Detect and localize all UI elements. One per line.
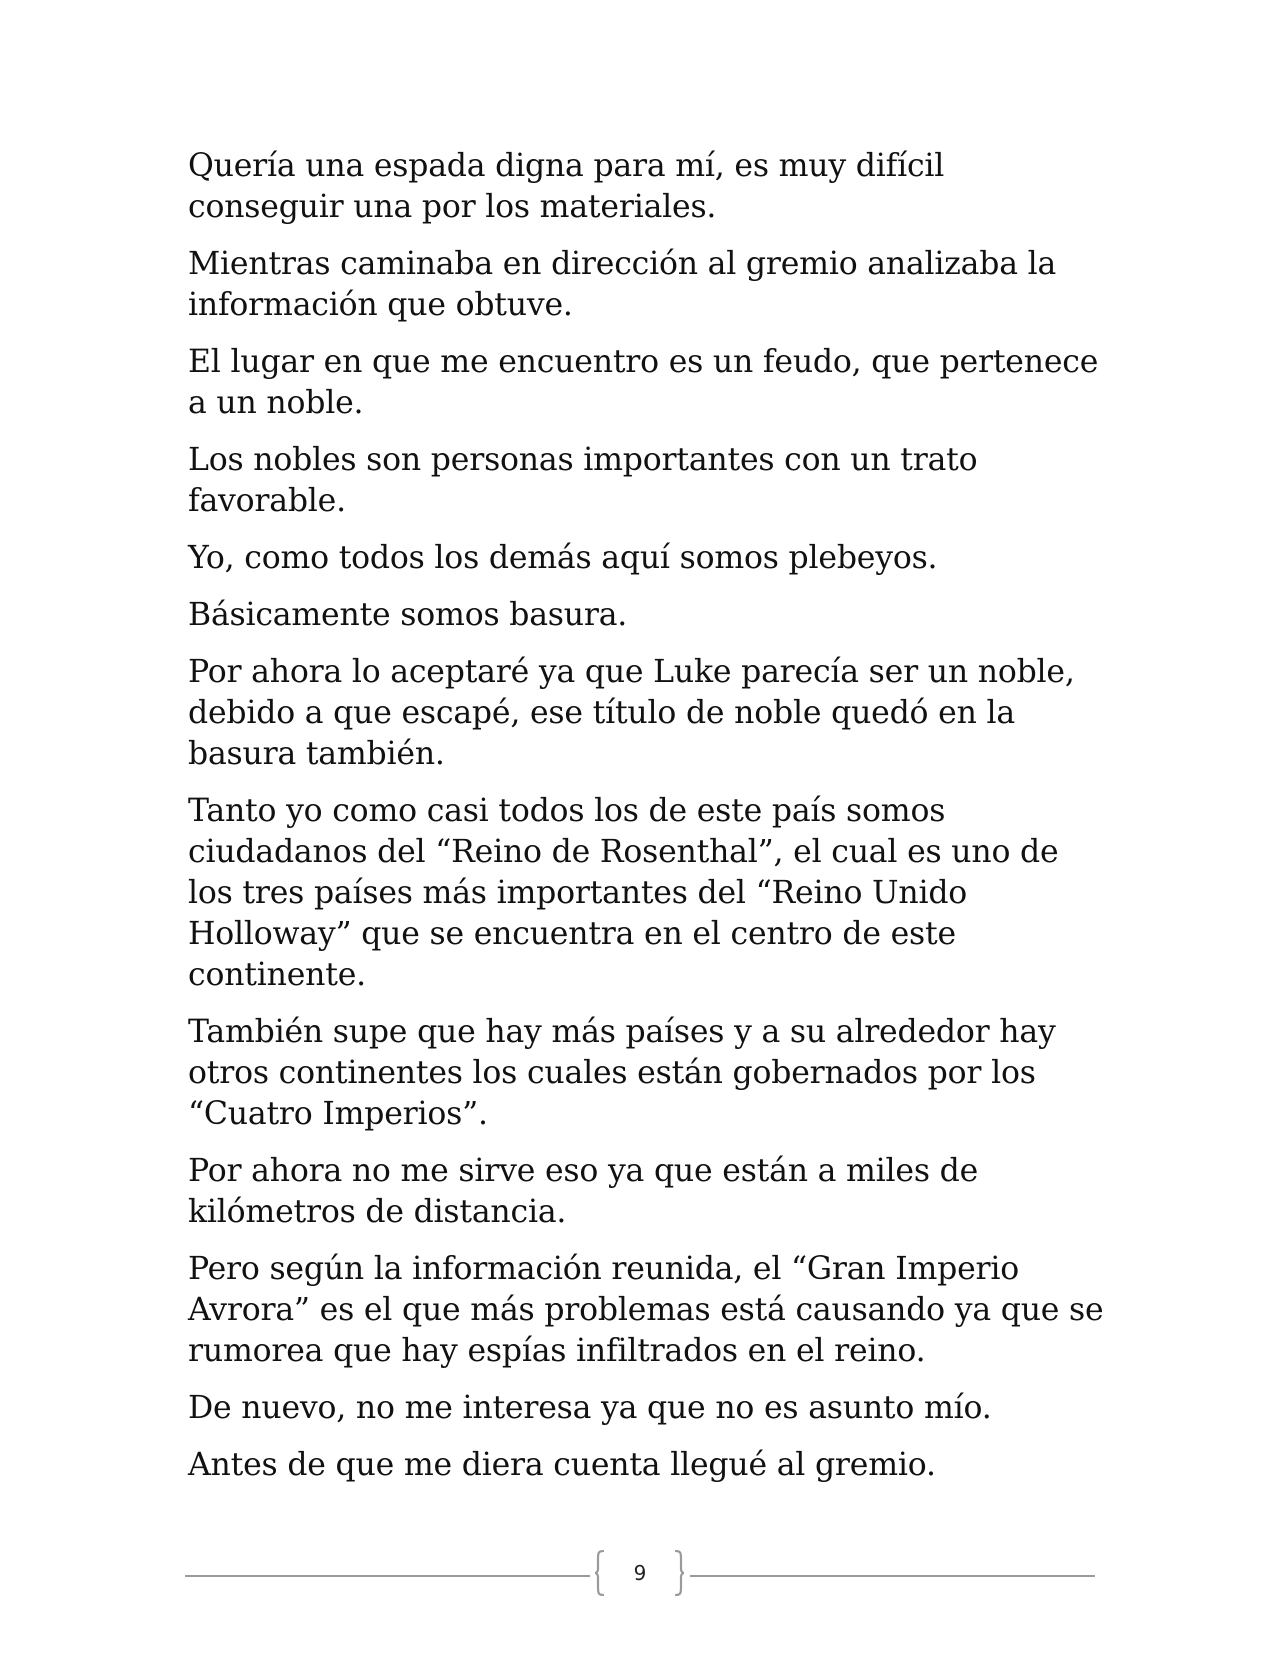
paragraph: También supe que hay más países y a su alrededor hay otros continentes los cuales están gobernados por los “Cuatro Imperios”. [188, 1014, 1056, 1132]
footer-rule-right [690, 1575, 1095, 1577]
paragraph: Antes de que me diera cuenta llegué al gremio. [188, 1447, 936, 1483]
paragraph: Quería una espada digna para mí, es muy difícil conseguir una por los materiales. [188, 148, 945, 225]
page-body-text [188, 146, 1108, 1502]
paragraph: Básicamente somos basura. [188, 597, 628, 633]
page-number: 9 [633, 1561, 647, 1585]
paragraph: Por ahora no me sirve eso ya que están a miles de kilómetros de distancia. [188, 1153, 979, 1230]
paragraph: Los nobles son personas importantes con un trato favorable. [188, 442, 978, 519]
paragraph: El lugar en que me encuentro es un feudo, que pertenece a un noble. [188, 344, 1099, 421]
paragraph: Por ahora lo aceptaré ya que Luke parecía ser un noble, debido a que escapé, ese título de noble quedó en la basura también. [188, 654, 1075, 772]
left-brace-icon [594, 1550, 604, 1596]
page-footer [185, 1550, 1095, 1600]
paragraph: De nuevo, no me interesa ya que no es asunto mío. [188, 1390, 992, 1426]
paragraph: Tanto yo como casi todos los de este país somos ciudadanos del “Reino de Rosenthal”, el cual es uno de los tres países más importantes del “Reino Unido Holloway” que se encuentra en el centro de este continente. [188, 793, 1059, 993]
right-brace-icon [675, 1550, 685, 1596]
paragraph: Pero según la información reunida, el “Gran Imperio Avrora” es el que más problemas está causando ya que se rumorea que hay espías infiltrados en el reino. [188, 1251, 1104, 1369]
paragraph: Yo, como todos los demás aquí somos plebeyos. [188, 540, 938, 576]
footer-rule-left [185, 1575, 590, 1577]
paragraph: Mientras caminaba en dirección al gremio analizaba la información que obtuve. [188, 246, 1057, 323]
